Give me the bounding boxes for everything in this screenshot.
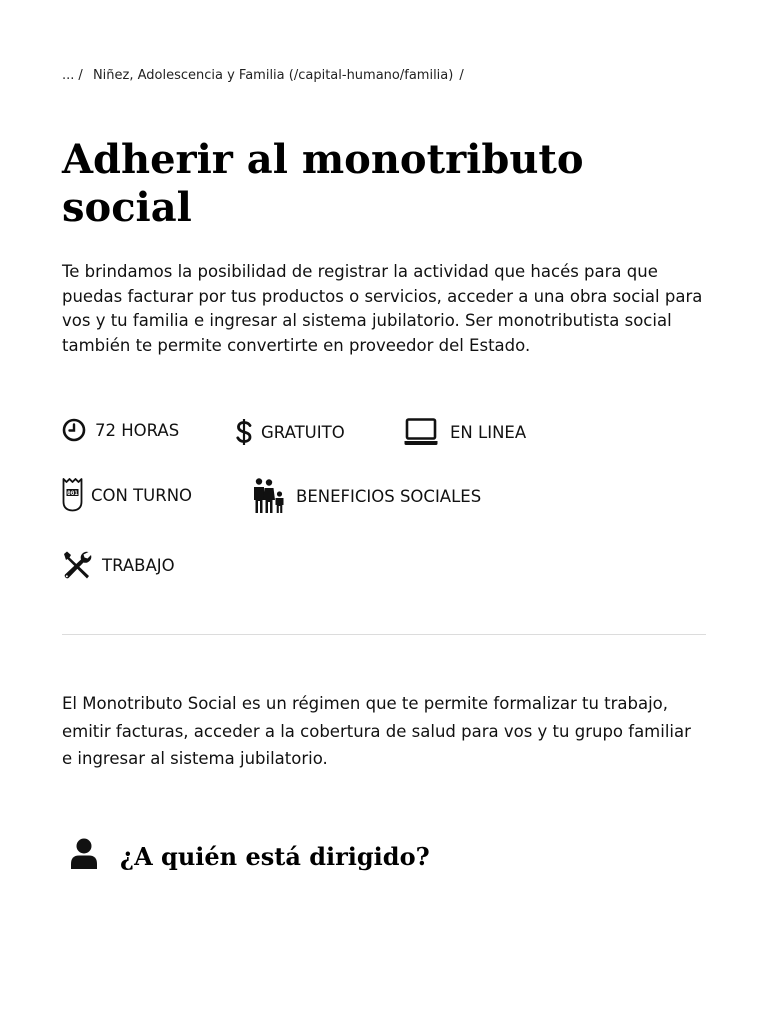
attribute-label: BENEFICIOS SOCIALES [296,486,482,506]
section-divider [62,634,706,635]
attribute-channel [404,418,526,446]
breadcrumb-separator: / [459,68,464,83]
breadcrumb-separator: / [78,68,83,83]
page-title: Adherir al monotributo social [62,136,584,231]
attribute-category [62,550,175,580]
dollar-icon [235,418,253,446]
attribute-benefits [252,478,481,514]
attribute-cost [235,418,345,446]
svg-text:001: 001 [67,490,78,497]
attribute-appointment [62,478,192,512]
ticket-icon [62,478,83,512]
intro-paragraph: Te brindamos la posibilidad de registrar la actividad que hacés para que puedas facturar por tus productos o servicios, acceder a una obra social para vos y tu familia e ingresar al sistema jubilatorio. Ser monotributista social también te permite convertirte en proveedor del Estado. [62,262,703,355]
section-heading: ¿A quién está dirigido? [120,841,430,871]
section-header-target [70,838,430,874]
description-paragraph: El Monotributo Social es un régimen que te permite formalizar tu trabajo, emitir facturas, acceder a la cobertura de salud para vos y tu grupo familiar e ingresar al sistema jubilatorio. [62,694,691,768]
breadcrumb-ellipsis-link[interactable]: ... [62,68,75,83]
attribute-label: EN LINEA [450,422,527,442]
attribute-label: GRATUITO [261,422,345,442]
family-icon [252,478,286,514]
tools-icon [62,550,92,580]
attribute-label: 72 HORAS [95,420,180,440]
breadcrumb-item-familia[interactable]: Niñez, Adolescencia y Familia (/capital-humano/familia) [92,68,454,83]
user-icon [70,838,98,874]
attribute-label: TRABAJO [102,555,175,575]
laptop-icon [404,418,438,446]
attribute-duration [62,418,179,442]
clock-icon [62,418,86,442]
attribute-label: CON TURNO [91,485,193,505]
breadcrumb [62,68,470,83]
